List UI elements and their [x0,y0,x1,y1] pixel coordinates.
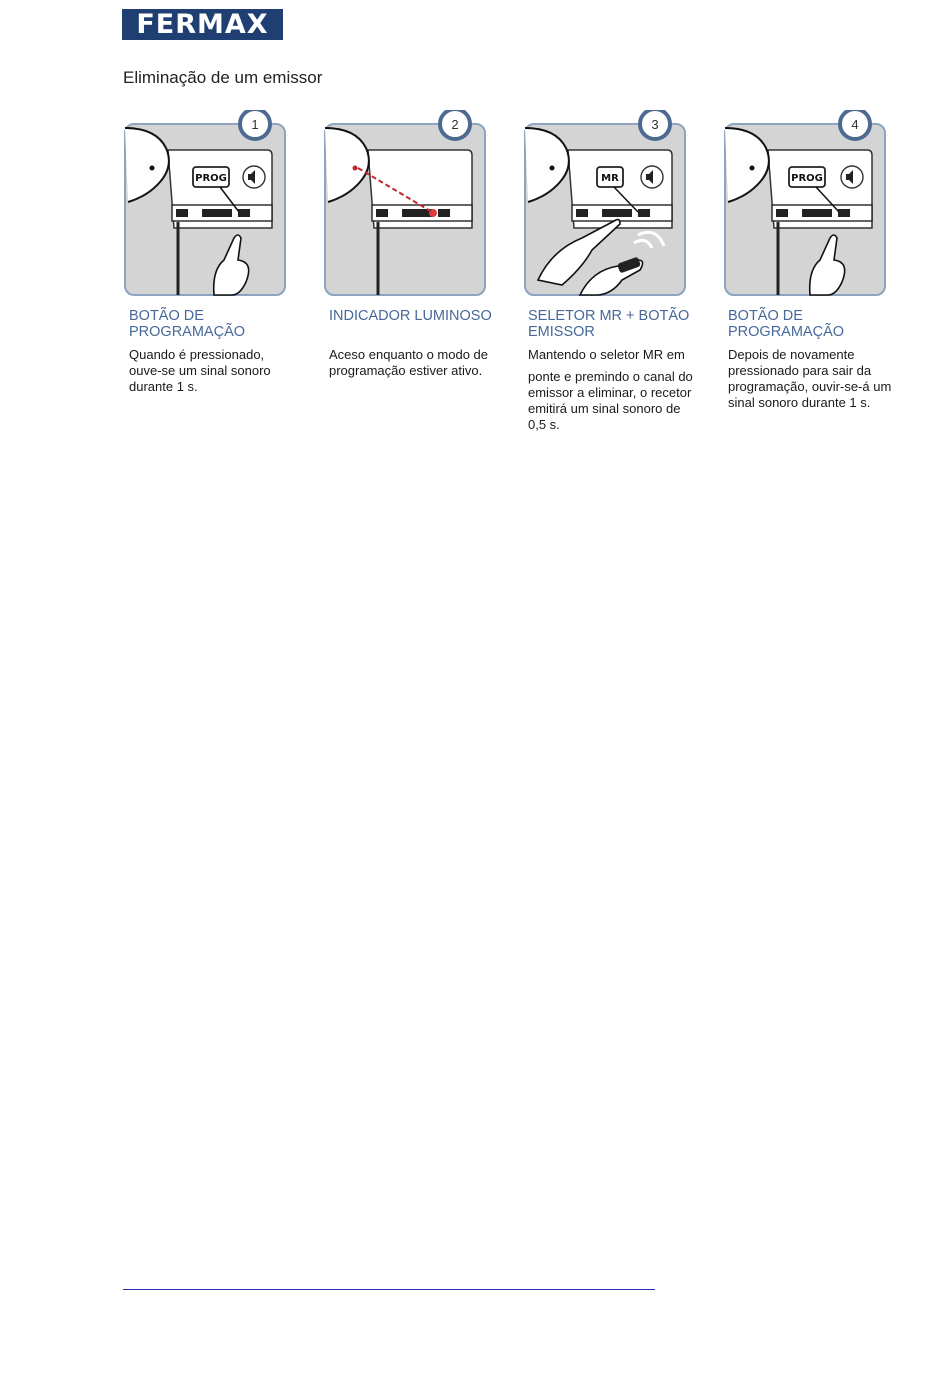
step-1-title: BOTÃO DE PROGRAMAÇÃO [129,308,246,340]
section-heading: Eliminação de um emissor [123,68,323,87]
step-3-number: 3 [651,117,659,132]
step-4-number: 4 [851,117,859,132]
step-4-illustration [722,110,898,300]
footnote-separator [123,1289,655,1290]
step-1-illustration [122,110,298,300]
step-1-description: Quando é pressionado, ouve-se um sinal sonoro durante 1 s. [129,347,271,394]
step-3-description: ponte e premindo o canal do emissor a eliminar, o recetor emitirá um sinal sonoro de 0,5 s. [528,369,693,432]
step-2-title: INDICADOR LUMINOSO [329,308,492,324]
step-2-illustration [322,110,498,300]
step-3-illustration [522,110,698,300]
step-4-title: BOTÃO DE PROGRAMAÇÃO [728,308,845,340]
step-4-description: Depois de novamente pressionado para sair da programação, ouvir-se-á um sinal sonoro durante 1 s. [728,347,892,410]
step-2-description: Aceso enquanto o modo de programação estiver ativo. [329,347,489,378]
step-3-title: SELETOR MR + BOTÃO EMISSOR [528,308,690,340]
prog-label: PROG [791,173,823,184]
step-2-number: 2 [451,117,459,132]
mr-label: MR [601,173,619,184]
step-3-description-line1: Mantendo o seletor MR em [528,347,685,362]
step-1-number: 1 [251,117,259,132]
fermax-logo: FERMAX [122,9,283,40]
prog-label: PROG [195,173,227,184]
